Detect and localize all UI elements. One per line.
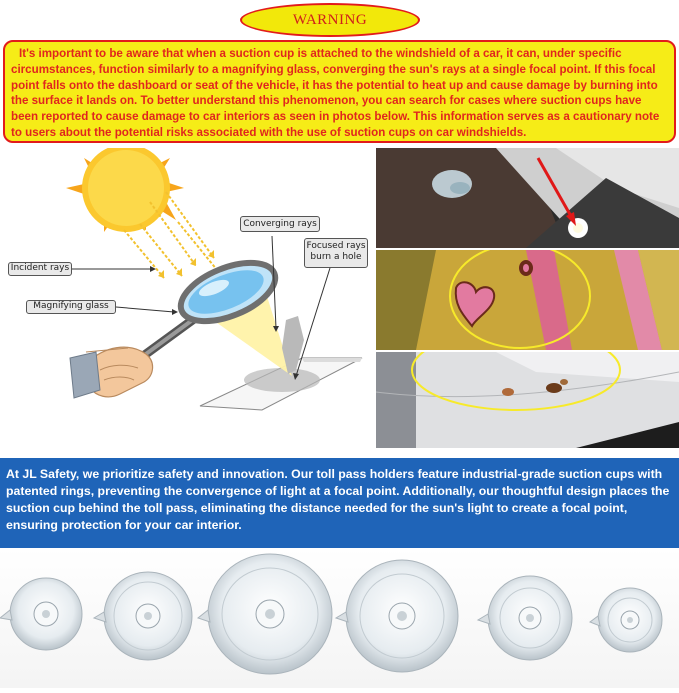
safety-info-band [0,458,679,548]
suction-cup-3 [198,554,332,674]
warning-badge [240,3,420,37]
focused-rays-label-line2: burn a hole [310,252,362,262]
diagram-illustration [0,148,372,448]
sun-icon [66,148,184,232]
incident-rays-label: Incident rays [8,262,72,276]
leather-burn-photo [376,352,679,448]
focused-rays-label [304,238,368,268]
warning-text: It's important to be aware that when a suction cup is attached to the windshield of a car, it can, under specific circumstances, function similarly to a magnifying glass, converging the sun's rays at a single focal point. If this focal point falls onto the dashboard or seat of the vehicle, it has the potential to heat up and cause damage by burning into the surface it lands on. To better understand this phenomenon, you can search for cases where suction cups have been reported to cause damage to car interiors as seen in photos below. This information serves as a cautionary note to users about the potential risks associated with the use of suction cups on car windshields. [11,47,660,139]
suction-cup-1 [0,578,82,650]
focused-rays-label-line1: Focused rays [306,241,366,251]
magnifying-glass-label: Magnifying glass [26,300,116,314]
hand-icon [70,347,153,398]
suction-cup-6 [590,588,662,652]
suction-cups-icon [0,548,679,688]
seat-burn-photo [376,148,679,248]
warning-box [3,40,676,143]
magnifier-diagram [0,148,372,448]
converging-rays-label: Converging rays [240,216,320,232]
towel-burn-photo [376,250,679,350]
suction-cup-4 [336,560,458,672]
suction-cup-5 [478,576,572,660]
warning-title: WARNING [292,11,368,28]
suction-cups-image [0,548,679,688]
safety-info-text: At JL Safety, we prioritize safety and innovation. Our toll pass holders feature industrial-grade suction cups with patented rings, preventing the convergence of light at a focal point. Additionally, our thoughtful design places the suction cup behind the toll pass, eliminating the distance needed for the sun's light to create a focal point, ensuring protection for your car interior. [6,467,670,532]
suction-cup-2 [94,572,192,660]
